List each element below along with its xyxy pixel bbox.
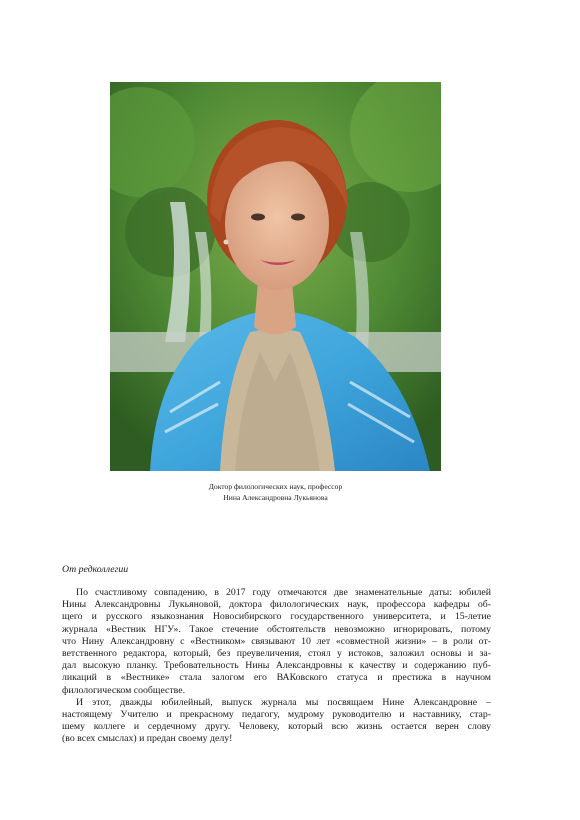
- editorial-body: [62, 587, 491, 745]
- text-line: шему коллеге и сердечному другу. Человеку, который всю жизнь остается верен слову: [62, 721, 491, 733]
- text-line: ликаций в «Вестнике» стала залогом его ВАКовского статуса и престижа в научном: [62, 672, 491, 684]
- paragraph-1: [62, 587, 491, 697]
- text-line: настоящему Учителю и прекрасному педагогу, мудрому руководителю и наставнику, стар-: [62, 708, 491, 720]
- text-line: что Нину Александровну с «Вестником» связывают 10 лет «совместной жизни» – в роли от-: [62, 635, 491, 647]
- text-line: (во всех смыслах) и предан своему делу!: [62, 733, 233, 745]
- paragraph-2: [62, 697, 491, 746]
- text-line: филологическом сообществе.: [62, 684, 186, 696]
- portrait-illustration: [110, 82, 441, 471]
- text-line: По счастливому совпадению, в 2017 году отмечаются две знаменательные даты: юбилей: [76, 587, 491, 598]
- text-line: щего и русского языкознания Новосибирского государственного университета, и 15-летие: [62, 611, 491, 623]
- text-line: И этот, дважды юбилейный, выпуск журнала мы посвящаем Нине Александровне –: [76, 696, 491, 708]
- text-line: журнала «Вестник НГУ». Такое стечение обстоятельств невозможно игнорировать, потому: [62, 623, 491, 635]
- text-line: ветственного редактора, который, без преувеличения, стоял у истоков, заложил основы и за-: [62, 647, 491, 659]
- text-line: дал высокую планку. Требовательность Нины Александровны к качеству и содержанию пуб-: [62, 660, 491, 672]
- photo-caption: [110, 482, 441, 503]
- caption-line-1: Доктор филологических наук, профессор: [208, 482, 343, 491]
- text-line: Нины Александровны Лукьяновой, доктора филологических наук, профессора кафедры об-: [62, 599, 491, 611]
- section-heading: От редколлегии: [62, 564, 129, 575]
- portrait-photo: [110, 82, 441, 471]
- caption-line-2: Нина Александровна Лукьянова: [223, 492, 328, 502]
